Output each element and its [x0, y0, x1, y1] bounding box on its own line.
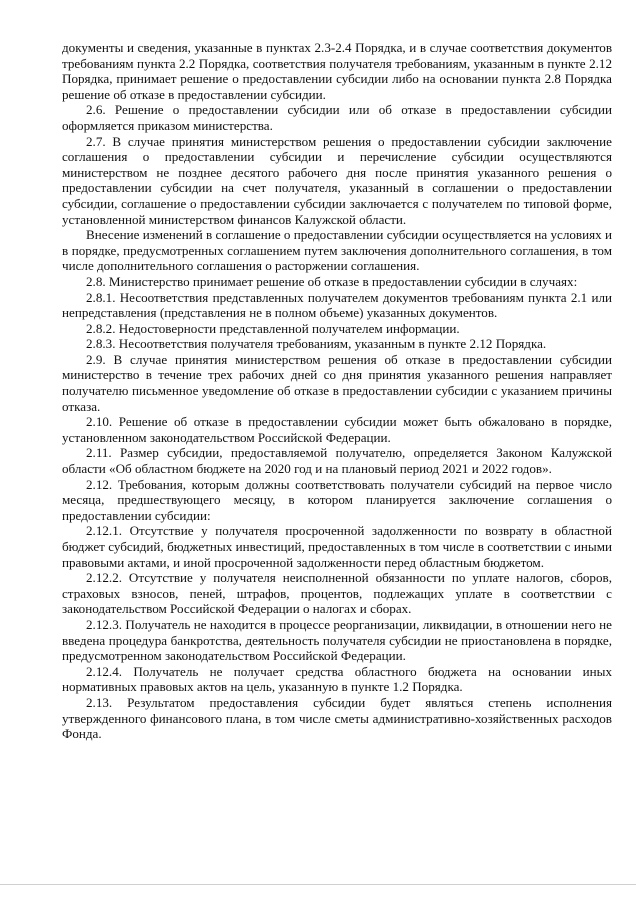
paragraph-2-8: 2.8. Министерство принимает решение об отказе в предоставлении субсидии в случаях: [86, 273, 578, 289]
paragraph-2-12-3: 2.12.3. Получатель не находится в процессе реорганизации, ликвидации, в отношении него не введена процедура банкротства, деятельность получателя субсидии не приостановлена в порядке, предусмотренном законодательством Российской Федерации. [62, 616, 612, 664]
paragraph-continuation: документы и сведения, указанные в пунктах 2.3-2.4 Порядка, и в случае соответствия документов требованиям пункта 2.2 Порядка, соответствия получателя требованиям, указанным в пункте 2.12 Порядка, принимает решение о предоставлении субсидии либо на основании пункта 2.8 Порядка решение об отказе в предоставлении субсидии. [62, 40, 612, 102]
paragraph-2-8-3: 2.8.3. Несоответствия получателя требованиям, указанным в пункте 2.12 Порядка. [86, 336, 547, 352]
paragraph-amendments: Внесение изменений в соглашение о предоставлении субсидии осуществляется на условиях и в порядке, предусмотренных соглашением путем заключения дополнительного соглашения, в том числе дополнительного соглашения о расторжении соглашения. [62, 227, 612, 274]
paragraph-2-7: 2.7. В случае принятия министерством решения о предоставлении субсидии заключение соглашения о предоставлении субсидии и перечисление субсидии осуществляются министерством не позднее десятого рабочего дня после принятия указанного решения о предоставлении субсидии на счет получателя, указанный в соглашении о предоставлении субсидии, соглашение о предоставлении субсидии заключается с получателем по типовой форме, установленной министерством финансов Калужской области. [62, 133, 612, 227]
paragraph-2-12-2: 2.12.2. Отсутствие у получателя неисполненной обязанности по уплате налогов, сборов, страховых взносов, пеней, штрафов, процентов, подлежащих уплате в соответствии с законодательством Российской Федерации о налогах и сборах. [62, 570, 612, 617]
paragraph-2-9: 2.9. В случае принятия министерством решения об отказе в предоставлении субсидии министерство в течение трех рабочих дней со дня принятия указанного решения направляет получателю письменное уведомление об отказе в предоставлении субсидии с указанием причины отказа. [62, 351, 612, 414]
paragraph-2-12-1: 2.12.1. Отсутствие у получателя просроченной задолженности по возврату в областной бюджет субсидий, бюджетных инвестиций, предоставленных в том числе в соответствии с иными правовыми актами, и иной просроченной задолженности перед областным бюджетом. [62, 523, 612, 570]
paragraph-2-10: 2.10. Решение об отказе в предоставлении субсидии может быть обжаловано в порядке, установленном законодательством Российской Федерации. [62, 414, 612, 445]
paragraph-2-13: 2.13. Результатом предоставления субсидии будет являться степень исполнения утвержденного финансового плана, в том числе сметы административно-хозяйственных расходов Фонда. [62, 694, 612, 742]
page-bottom-divider [0, 884, 636, 885]
paragraph-2-6: 2.6. Решение о предоставлении субсидии или об отказе в предоставлении субсидии оформляется приказом министерства. [62, 102, 612, 133]
paragraph-2-8-1: 2.8.1. Несоответствия представленных получателем документов требованиям пункта 2.1 или непредставления (представления не в полном объеме) указанных документов. [62, 289, 612, 321]
paragraph-2-8-2: 2.8.2. Недостоверности представленной получателем информации. [86, 320, 460, 336]
paragraph-2-12: 2.12. Требования, которым должны соответствовать получатели субсидий на первое число месяца, предшествующего месяцу, в котором планируется заключение соглашения о предоставлении субсидии: [62, 476, 612, 523]
paragraph-2-12-4: 2.12.4. Получатель не получает средства областного бюджета на основании иных нормативных правовых актов на цель, указанную в пункте 1.2 Порядка. [62, 663, 612, 695]
paragraph-2-11: 2.11. Размер субсидии, предоставляемой получателю, определяется Законом Калужской области «Об областном бюджете на 2020 год и на плановый период 2021 и 2022 годов». [62, 445, 612, 477]
